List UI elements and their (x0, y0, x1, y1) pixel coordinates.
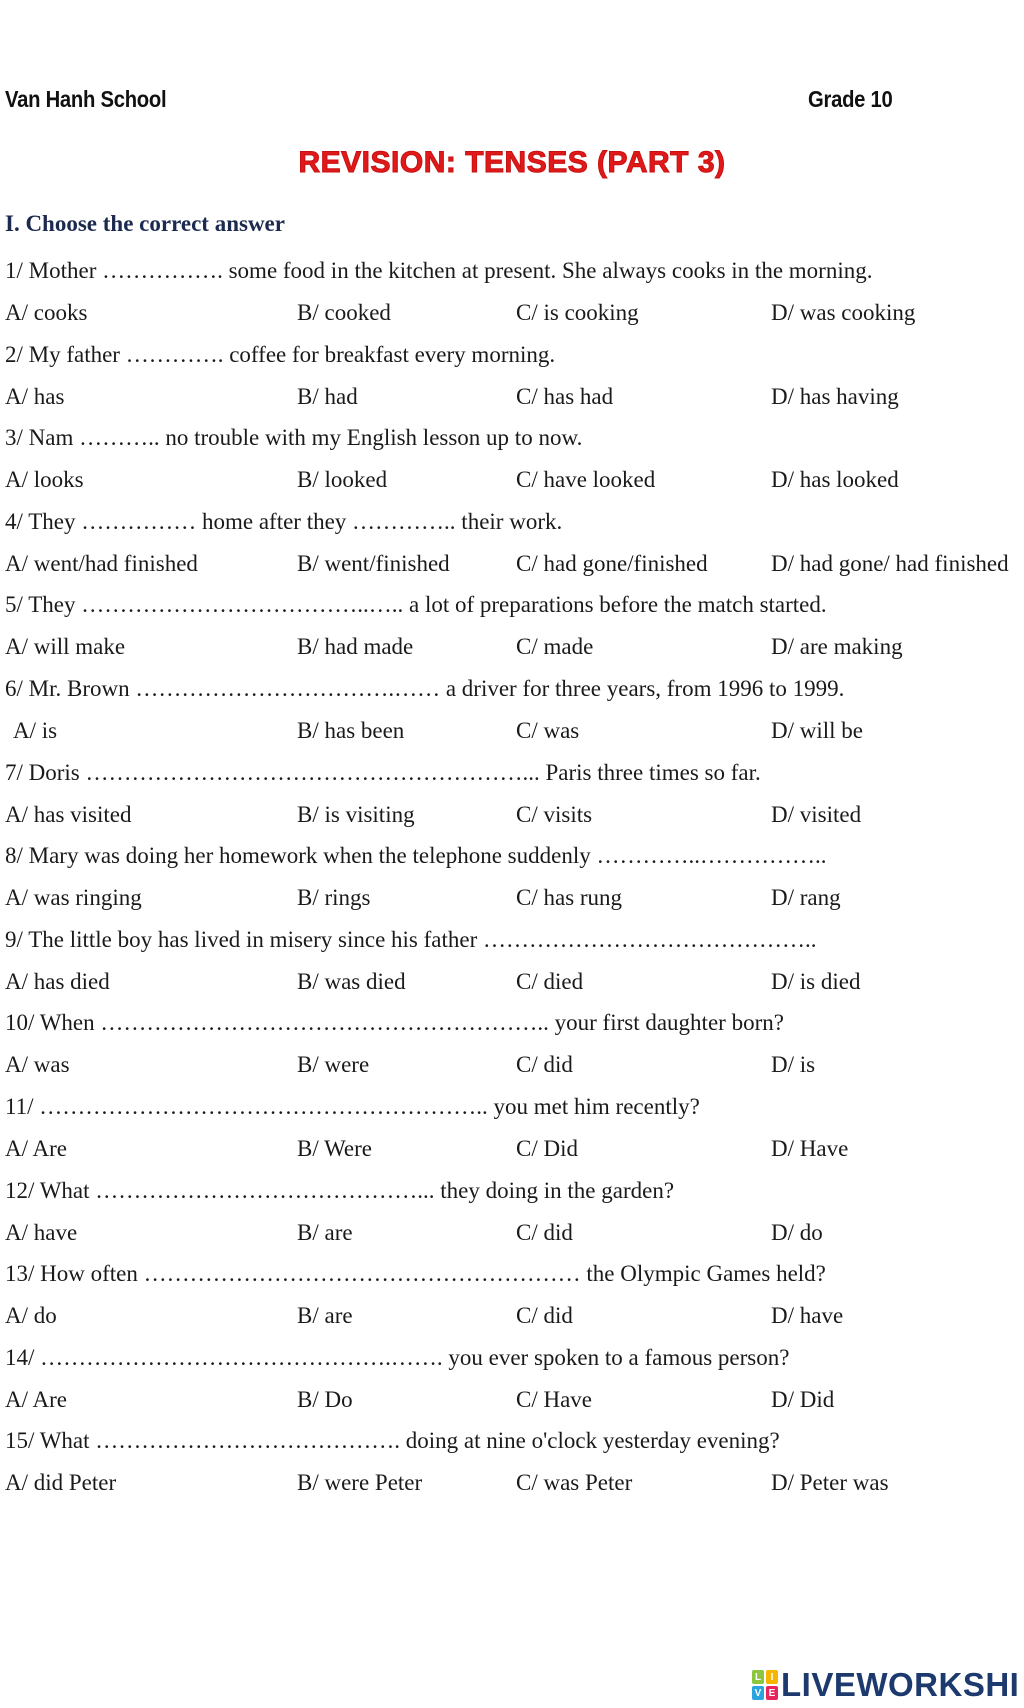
answer-option-d[interactable]: D/ had gone/ had finished (771, 551, 1009, 576)
answer-option-c[interactable]: C/ died (516, 969, 584, 994)
answer-option-a[interactable]: A/ have (5, 1220, 78, 1245)
answer-option-b[interactable]: B/ were Peter (297, 1470, 423, 1495)
answer-option-d[interactable]: D/ has having (771, 384, 899, 409)
answer-option-a[interactable]: A/ Are (5, 1136, 67, 1161)
answer-option-d[interactable]: D/ rang (771, 885, 841, 910)
answer-option-d[interactable]: D/ have (771, 1303, 844, 1328)
question-8-options (5, 885, 1024, 915)
answer-option-b[interactable]: B/ looked (297, 467, 388, 492)
question-12-options (5, 1220, 1024, 1250)
question-9-text: 9/ The little boy has lived in misery since his father …………………………………….. (5, 927, 817, 952)
logo-block-v: V (752, 1686, 764, 1700)
answer-option-a[interactable]: A/ was ringing (5, 885, 142, 910)
logo-block-e: E (766, 1686, 778, 1700)
question-13-text: 13/ How often ………………………………………………… the Olympic Games held? (5, 1261, 826, 1286)
question-1-text: 1/ Mother ……………. some food in the kitchen at present. She always cooks in the morning. (5, 258, 873, 283)
answer-option-c[interactable]: C/ was Peter (516, 1470, 633, 1495)
answer-option-d[interactable]: D/ are making (771, 634, 903, 659)
answer-option-d[interactable]: D/ will be (771, 718, 863, 743)
question-7-text: 7/ Doris …………………………………………………... Paris three times so far. (5, 760, 761, 785)
answer-option-d[interactable]: D/ visited (771, 802, 862, 827)
answer-option-b[interactable]: B/ was died (297, 969, 406, 994)
question-11-options (5, 1136, 1024, 1166)
answer-option-d[interactable]: D/ Peter was (771, 1470, 889, 1495)
answer-option-b[interactable]: B/ Were (297, 1136, 373, 1161)
answer-option-b[interactable]: B/ went/finished (297, 551, 450, 576)
liveworksheets-logo (752, 1668, 1019, 1702)
logo-blocks-icon (752, 1670, 778, 1700)
answer-option-a[interactable]: A/ was (5, 1052, 70, 1077)
answer-option-d[interactable]: D/ has looked (771, 467, 899, 492)
answer-option-c[interactable]: C/ had gone/finished (516, 551, 708, 576)
logo-block-l: L (752, 1670, 764, 1684)
answer-option-c[interactable]: C/ Did (516, 1136, 578, 1161)
answer-option-a[interactable]: A/ has died (5, 969, 110, 994)
answer-option-c[interactable]: C/ is cooking (516, 300, 639, 325)
answer-option-b[interactable]: B/ is visiting (297, 802, 415, 827)
answer-option-c[interactable]: C/ made (516, 634, 594, 659)
question-12-text: 12/ What ……………………………………... they doing in the garden? (5, 1178, 675, 1203)
question-3-text: 3/ Nam ……….. no trouble with my English lesson up to now. (5, 425, 583, 450)
answer-option-c[interactable]: C/ was (516, 718, 580, 743)
answer-option-b[interactable]: B/ cooked (297, 300, 391, 325)
logo-block-i: I (766, 1670, 778, 1684)
question-15-options (5, 1470, 1024, 1500)
answer-option-c[interactable]: C/ visits (516, 802, 593, 827)
answer-option-b[interactable]: B/ were (297, 1052, 370, 1077)
question-6-text: 6/ Mr. Brown …………………………….…… a driver for three years, from 1996 to 1999. (5, 676, 845, 701)
answer-option-c[interactable]: C/ did (516, 1303, 573, 1328)
question-13-options (5, 1303, 1024, 1333)
question-1-options (5, 300, 1024, 330)
answer-option-a[interactable]: A/ has visited (5, 802, 132, 827)
question-10-options (5, 1052, 1024, 1082)
question-4-options (5, 551, 1024, 581)
grade-label: Grade 10 (808, 86, 893, 112)
answer-option-a[interactable]: A/ did Peter (5, 1470, 117, 1495)
answer-option-c[interactable]: C/ has rung (516, 885, 623, 910)
logo-text: LIVEWORKSHI (781, 1666, 1020, 1703)
answer-option-a[interactable]: A/ do (5, 1303, 57, 1328)
answer-option-b[interactable]: B/ are (297, 1303, 353, 1328)
answer-option-a[interactable]: A/ has (5, 384, 65, 409)
answer-option-d[interactable]: D/ is (771, 1052, 816, 1077)
section-heading: I. Choose the correct answer (5, 211, 285, 236)
question-5-options (5, 634, 1024, 664)
answer-option-d[interactable]: D/ was cooking (771, 300, 916, 325)
question-3-options (5, 467, 1024, 497)
school-name: Van Hanh School (5, 86, 167, 112)
question-4-text: 4/ They …………… home after they ………….. their work. (5, 509, 563, 534)
answer-option-d[interactable]: D/ do (771, 1220, 823, 1245)
question-14-options (5, 1387, 1024, 1417)
answer-option-d[interactable]: D/ is died (771, 969, 861, 994)
question-7-options (5, 802, 1024, 832)
worksheet-title: REVISION: TENSES (PART 3) (298, 146, 726, 179)
answer-option-b[interactable]: B/ had made (297, 634, 414, 659)
question-9-options (5, 969, 1024, 999)
answer-option-a[interactable]: A/ is (13, 718, 58, 743)
question-11-text: 11/ ………………………………………………….. you met him recently? (5, 1094, 700, 1119)
answer-option-c[interactable]: C/ have looked (516, 467, 656, 492)
question-6-options (5, 718, 1024, 748)
answer-option-b[interactable]: B/ has been (297, 718, 405, 743)
question-5-text: 5/ They ………………………………..….. a lot of preparations before the match started. (5, 592, 827, 617)
answer-option-a[interactable]: A/ looks (5, 467, 84, 492)
answer-option-c[interactable]: C/ has had (516, 384, 614, 409)
answer-option-a[interactable]: A/ cooks (5, 300, 88, 325)
question-10-text: 10/ When ………………………………………………….. your first daughter born? (5, 1010, 784, 1035)
answer-option-c[interactable]: C/ did (516, 1052, 573, 1077)
question-14-text: 14/ ……………………………………….……. you ever spoken to a famous person? (5, 1345, 790, 1370)
question-8-text: 8/ Mary was doing her homework when the telephone suddenly …………..…………….. (5, 843, 827, 868)
answer-option-a[interactable]: A/ went/had finished (5, 551, 198, 576)
question-15-text: 15/ What …………………………………. doing at nine o'clock yesterday evening? (5, 1428, 780, 1453)
question-2-text: 2/ My father …………. coffee for breakfast every morning. (5, 342, 556, 367)
answer-option-c[interactable]: C/ Have (516, 1387, 593, 1412)
answer-option-d[interactable]: D/ Did (771, 1387, 835, 1412)
answer-option-b[interactable]: B/ are (297, 1220, 353, 1245)
answer-option-b[interactable]: B/ rings (297, 885, 371, 910)
answer-option-a[interactable]: A/ Are (5, 1387, 67, 1412)
answer-option-b[interactable]: B/ had (297, 384, 358, 409)
answer-option-b[interactable]: B/ Do (297, 1387, 353, 1412)
answer-option-a[interactable]: A/ will make (5, 634, 126, 659)
answer-option-c[interactable]: C/ did (516, 1220, 573, 1245)
answer-option-d[interactable]: D/ Have (771, 1136, 849, 1161)
question-2-options (5, 384, 1024, 414)
